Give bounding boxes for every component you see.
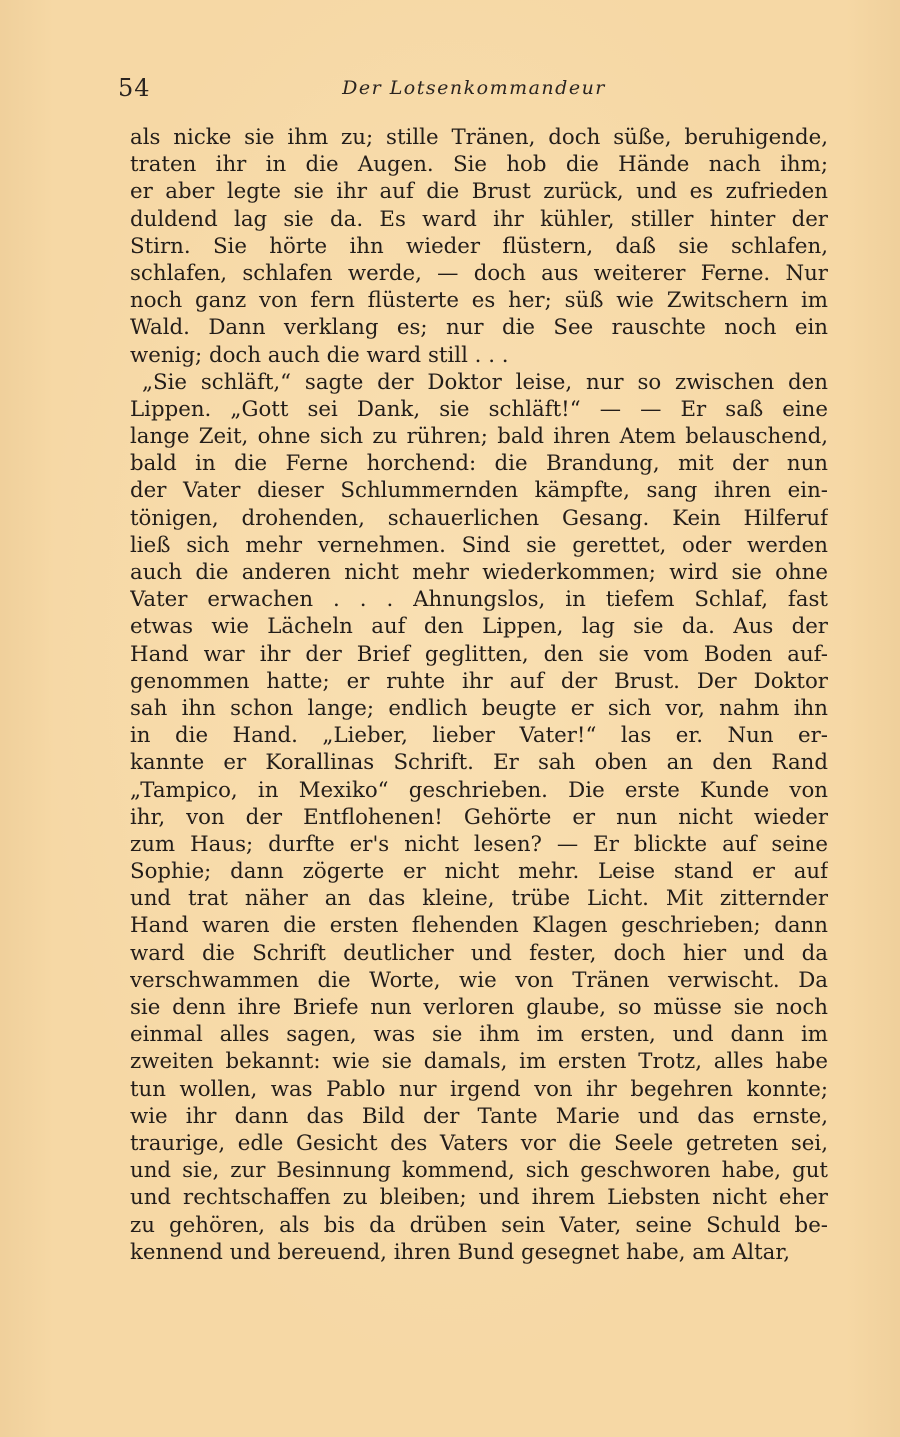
text-line: Wald. Dann verklang es; nur die See rauschte noch ein (130, 315, 828, 341)
text-line: Hand waren die ersten flehenden Klagen geschrieben; dann (130, 913, 828, 939)
page-header (118, 74, 830, 106)
text-line: sie denn ihre Briefe nun verloren glaube, so müsse sie noch (130, 995, 828, 1020)
text-line: zweiten bekannt: wie sie damals, im ersten Trotz, alles habe (130, 1049, 828, 1075)
text-line: zum Haus; durfte er's nicht lesen? — Er blickte auf seine (130, 831, 828, 857)
text-line: tun wollen, was Pablo nur irgend von ihr begehren konnte; (130, 1076, 828, 1102)
text-line: schlafen, schlafen werde, — doch aus weiterer Ferne. Nur (130, 260, 828, 286)
text-line: noch ganz von fern flüsterte es her; süß wie Zwitschern im (130, 288, 828, 314)
text-line: ließ sich mehr vernehmen. Sind sie gerettet, oder werden (130, 532, 828, 558)
text-line: traten ihr in die Augen. Sie hob die Hände nach ihm; (130, 152, 828, 178)
text-line: kannte er Korallinas Schrift. Er sah oben an den Rand (130, 750, 828, 776)
text-line: verschwammen die Worte, wie von Tränen verwischt. Da (130, 967, 828, 993)
text-line: duldend lag sie da. Es ward ihr kühler, stiller hinter der (130, 206, 828, 232)
text-line: Stirn. Sie hörte ihn wieder flüstern, daß sie schlafen, (130, 233, 828, 259)
paragraph (130, 124, 828, 369)
text-line: genommen hatte; er ruhte ihr auf der Brust. Der Doktor (130, 668, 828, 694)
text-line: Sophie; dann zögerte er nicht mehr. Leise stand er auf (130, 859, 828, 885)
text-line: Hand war ihr der Brief geglitten, den sie vom Boden auf- (130, 641, 828, 667)
text-line: und rechtschaffen zu bleiben; und ihrem Liebsten nicht eher (130, 1185, 828, 1211)
text-line: tönigen, drohenden, schauerlichen Gesang. Kein Hilferuf (130, 505, 828, 531)
text-line: Vater erwachen . . . Ahnungslos, in tiefem Schlaf, fast (130, 587, 828, 613)
text-line: wenig; doch auch die ward still . . . (130, 342, 509, 368)
running-title: Der Lotsenkommandeur (342, 77, 606, 99)
text-line: einmal alles sagen, was sie ihm im ersten, und dann im (130, 1022, 828, 1048)
text-line: als nicke sie ihm zu; stille Tränen, doch süße, beruhigende, (130, 125, 828, 150)
text-line: „Tampico, in Mexiko“ geschrieben. Die erste Kunde von (130, 777, 828, 803)
text-line: kennend und bereuend, ihren Bund gesegnet habe, am Altar, (130, 1239, 790, 1265)
text-line: ihr, von der Entflohenen! Gehörte er nun nicht wieder (130, 804, 828, 830)
page-number: 54 (118, 74, 151, 102)
text-line: sah ihn schon lange; endlich beugte er sich vor, nahm ihn (130, 695, 828, 721)
text-line: er aber legte sie ihr auf die Brust zurück, und es zufrieden (130, 179, 828, 205)
paragraph (130, 369, 828, 1266)
body-text (130, 124, 828, 1266)
text-line: und sie, zur Besinnung kommend, sich geschworen habe, gut (130, 1158, 828, 1184)
text-line: „Sie schläft,“ sagte der Doktor leise, nur so zwischen den (142, 369, 828, 395)
text-line: lange Zeit, ohne sich zu rühren; bald ihren Atem belauschend, (130, 424, 828, 450)
text-line: in die Hand. „Lieber, lieber Vater!“ las er. Nun er- (130, 723, 828, 749)
text-line: wie ihr dann das Bild der Tante Marie und das ernste, (130, 1103, 828, 1129)
text-line: bald in die Ferne horchend: die Brandung, mit der nun (130, 451, 828, 477)
text-line: ward die Schrift deutlicher und fester, doch hier und da (130, 940, 828, 966)
text-line: und trat näher an das kleine, trübe Licht. Mit zitternder (130, 886, 828, 912)
text-line: auch die anderen nicht mehr wiederkommen; wird sie ohne (130, 560, 828, 585)
text-line: zu gehören, als bis da drüben sein Vater, seine Schuld be- (130, 1212, 828, 1238)
text-line: etwas wie Lächeln auf den Lippen, lag sie da. Aus der (130, 614, 828, 640)
text-line: Lippen. „Gott sei Dank, sie schläft!“ — — Er saß eine (130, 396, 828, 422)
text-line: traurige, edle Gesicht des Vaters vor die Seele getreten sei, (130, 1130, 828, 1156)
text-line: der Vater dieser Schlummernden kämpfte, sang ihren ein- (130, 478, 828, 504)
